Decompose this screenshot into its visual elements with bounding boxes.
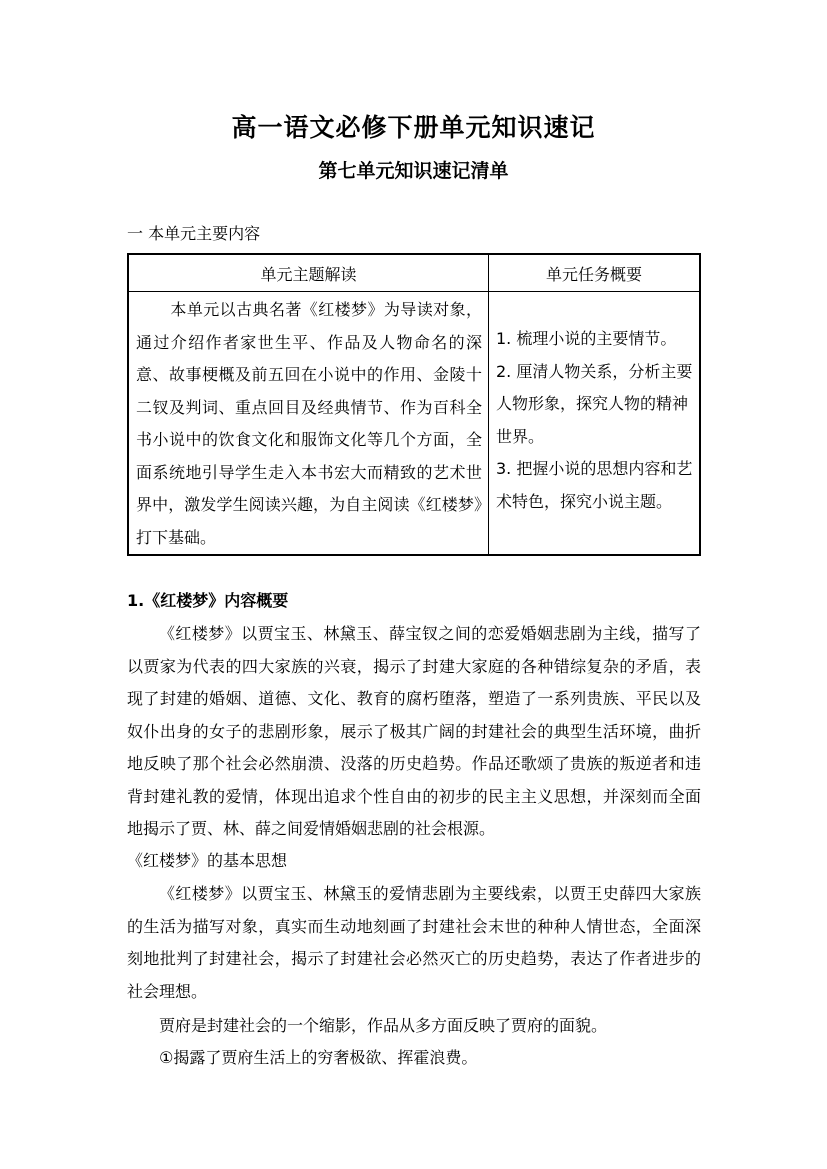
task-item-1: 1. 梳理小说的主要情节。 <box>496 329 677 348</box>
paragraph-point-1: ①揭露了贾府生活上的穷奢极欲、挥霍浪费。 <box>159 1048 478 1067</box>
table-header-row <box>128 254 700 292</box>
paragraph-summary: 《红楼梦》以贾宝玉、林黛玉、薛宝钗之间的恋爱婚姻悲剧为主线，描写了以贾家为代表的四大家族的兴衰，揭示了封建大家庭的各种错综复杂的矛盾，表现了封建的婚姻、道德、文化、教育的腐朽堕落，塑造了一系列贵族、平民以及奴仆出身的女子的悲剧形象，展示了极其广阔的封建社会的典型生活环境，曲折地反映了那个社会必然崩溃、没落的历史趋势。作品还歌颂了贵族的叛逆者和违背封建礼教的爱情，体现出追求个性自由的初步的民主主义思想，并深刻而全面地揭示了贾、林、薛之间爱情婚姻悲剧的社会根源。 <box>127 624 701 838</box>
theme-cell <box>128 292 489 556</box>
tasks-cell <box>489 292 701 556</box>
paragraph-jia-mansion: 贾府是封建社会的一个缩影，作品从多方面反映了贾府的面貌。 <box>159 1016 608 1035</box>
theme-text: 本单元以古典名著《红楼梦》为导读对象，通过介绍作者家世生平、作品及人物命名的深意、故事梗概及前五回在小说中的作用、金陵十二钗及判词、重点回目及经典情节、作为百科全书小说中的饮食文化和服饰文化等几个方面，全面系统地引导学生走入本书宏大而精致的艺术世界中，激发学生阅读兴趣，为自主阅读《红楼梦》打下基础。 <box>136 300 482 547</box>
document-subtitle: 第七单元知识速记清单 <box>318 160 509 182</box>
task-item-2: 2. 厘清人物关系，分析主要人物形象，探究人物的精神世界。 <box>496 361 693 446</box>
section-heading: 一 本单元主要内容 <box>127 224 261 243</box>
paragraph-basic-idea: 《红楼梦》以贾宝玉、林黛玉的爱情悲剧为主要线索，以贾王史薛四大家族的生活为描写对象，真实而生动地刻画了封建社会末世的种种人情世态，全面深刻地批判了封建社会，揭示了封建社会必然灭亡的历史趋势，表达了作者进步的社会理想。 <box>127 884 701 1001</box>
table-row <box>128 292 700 556</box>
unit-content-table <box>127 253 701 556</box>
document-title: 高一语文必修下册单元知识速记 <box>231 113 596 142</box>
heading-content-summary: 1.《红楼梦》内容概要 <box>127 591 289 610</box>
table-header-tasks: 单元任务概要 <box>489 254 701 292</box>
task-item-3: 3. 把握小说的思想内容和艺术特色，探究小说主题。 <box>496 459 693 511</box>
heading-basic-idea: 《红楼梦》的基本思想 <box>127 851 288 870</box>
table-header-theme: 单元主题解读 <box>128 254 489 292</box>
